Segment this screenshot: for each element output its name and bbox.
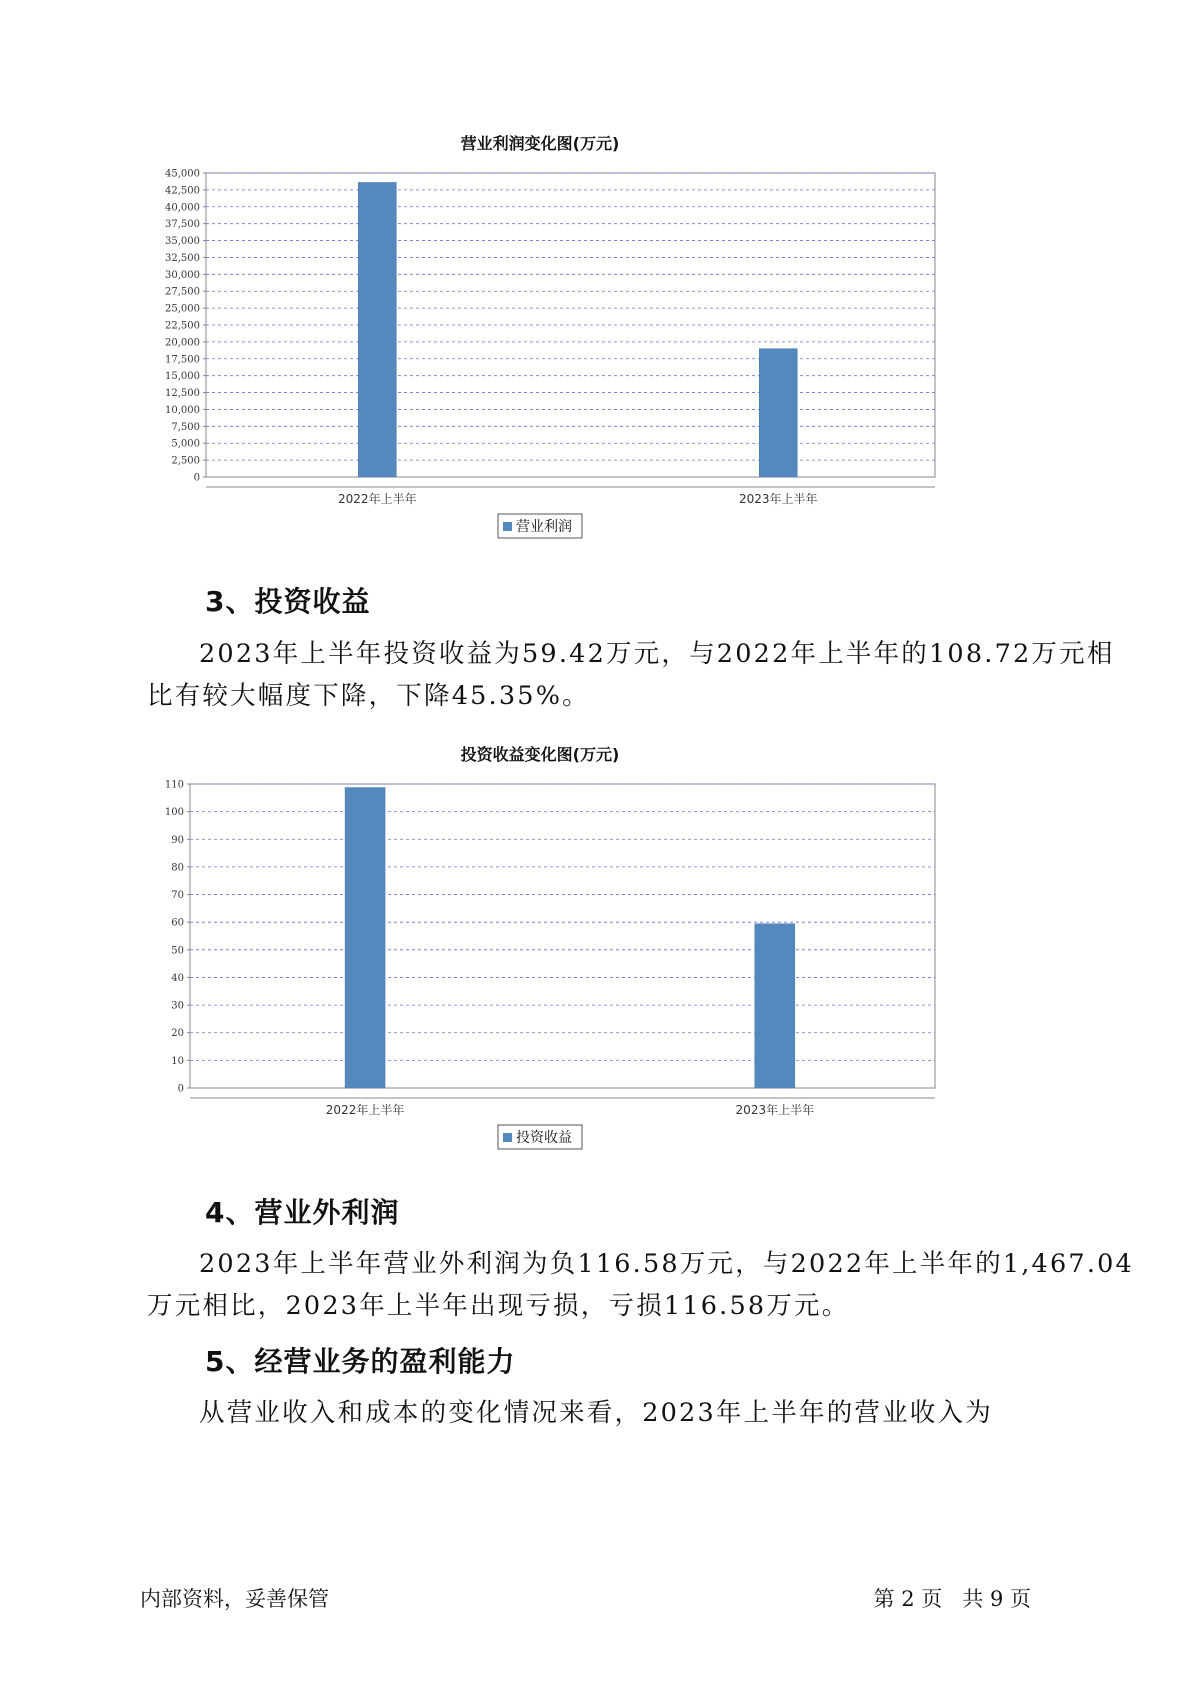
- y-tick-label: 80: [171, 862, 184, 874]
- legend-swatch: [503, 522, 512, 531]
- y-tick-label: 12,500: [165, 388, 200, 400]
- footer-page-number: 第 2 页 共 9 页: [873, 1587, 1031, 1611]
- y-tick-label: 30,000: [165, 269, 200, 281]
- operating-profit-chart-svg: [140, 128, 1040, 548]
- y-tick-label: 40,000: [165, 202, 200, 214]
- section-4-line-1: 2023年上半年营业外利润为负116.58万元，与2022年上半年的1,467.04: [199, 1249, 1134, 1279]
- y-tick-label: 42,500: [165, 185, 200, 197]
- section-3-heading: 3、投资收益: [205, 585, 371, 618]
- y-tick-label: 0: [177, 1083, 184, 1095]
- section-3-line-2: 比有较大幅度下降，下降45.35%。: [147, 681, 590, 711]
- y-tick-label: 0: [193, 472, 200, 484]
- chart-title: 营业利润变化图(万元): [460, 134, 620, 153]
- y-tick-label: 60: [171, 917, 184, 929]
- y-tick-label: 20,000: [165, 337, 200, 349]
- chart-title: 投资收益变化图(万元): [460, 745, 620, 764]
- y-tick-label: 45,000: [165, 168, 200, 180]
- y-tick-label: 110: [164, 779, 184, 791]
- bar-2: [759, 349, 797, 477]
- y-tick-label: 50: [171, 945, 184, 957]
- y-tick-label: 15,000: [165, 371, 200, 383]
- y-tick-label: 2,500: [171, 455, 200, 467]
- section-3-paragraph: [147, 633, 1115, 717]
- y-tick-label: 7,500: [171, 421, 200, 433]
- x-tick-label: 2023年上半年: [735, 1103, 815, 1117]
- y-tick-label: 35,000: [165, 236, 200, 248]
- footer-left: 内部资料，妥善保管: [140, 1587, 329, 1611]
- y-tick-label: 10,000: [165, 404, 200, 416]
- y-tick-label: 40: [171, 972, 184, 984]
- section-3-line-1: 2023年上半年投资收益为59.42万元，与2022年上半年的108.72万元相: [199, 639, 1115, 669]
- investment-income-chart: [140, 739, 1040, 1159]
- section-5-line-1: 从营业收入和成本的变化情况来看，2023年上半年的营业收入为: [199, 1398, 993, 1428]
- investment-income-chart-svg: [140, 739, 1040, 1159]
- y-tick-label: 37,500: [165, 219, 200, 231]
- x-tick-label: 2023年上半年: [738, 492, 818, 506]
- section-4-paragraph: [147, 1243, 1134, 1327]
- operating-profit-chart: [140, 128, 1040, 548]
- bar-1: [358, 182, 396, 477]
- section-5-paragraph: [147, 1392, 1077, 1434]
- legend-label: 投资收益: [516, 1130, 572, 1146]
- y-tick-label: 17,500: [165, 354, 200, 366]
- y-tick-label: 100: [164, 807, 184, 819]
- y-tick-label: 22,500: [165, 320, 200, 332]
- y-tick-label: 90: [171, 834, 184, 846]
- x-tick-label: 2022年上半年: [325, 1103, 405, 1117]
- bar-1: [345, 788, 385, 1088]
- y-tick-label: 20: [171, 1028, 184, 1040]
- section-4-line-2: 万元相比，2023年上半年出现亏损，亏损116.58万元。: [147, 1291, 850, 1321]
- section-5-heading: 5、经营业务的盈利能力: [205, 1345, 516, 1378]
- y-tick-label: 30: [171, 1000, 184, 1012]
- y-tick-label: 5,000: [171, 438, 200, 450]
- y-tick-label: 10: [171, 1055, 184, 1067]
- section-4-heading: 4、营业外利润: [205, 1196, 400, 1229]
- y-tick-label: 32,500: [165, 252, 200, 264]
- y-tick-label: 27,500: [165, 286, 200, 298]
- bar-2: [755, 924, 795, 1088]
- legend-label: 营业利润: [516, 519, 572, 535]
- plot-area: [190, 784, 935, 1088]
- y-tick-label: 70: [171, 890, 184, 902]
- legend-swatch: [503, 1133, 512, 1142]
- y-tick-label: 25,000: [165, 303, 200, 315]
- x-tick-label: 2022年上半年: [338, 492, 417, 506]
